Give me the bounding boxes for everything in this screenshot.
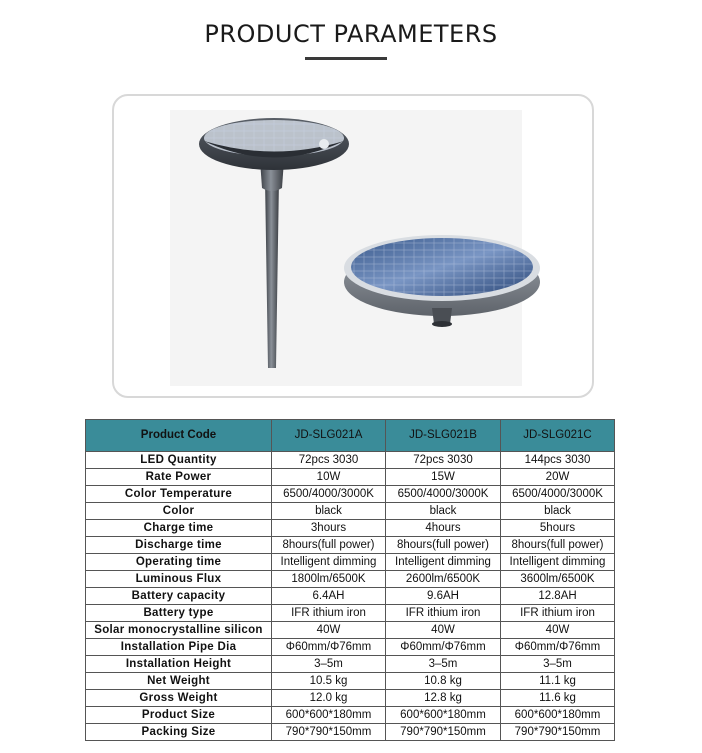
cell-model-b: 72pcs 3030 [386, 452, 501, 469]
cell-model-b: Intelligent dimming [386, 554, 501, 571]
product-photo [114, 96, 592, 396]
table-row [86, 622, 615, 639]
cell-model-c: 5hours [501, 520, 615, 537]
row-label: Charge time [86, 520, 272, 537]
cell-model-a: black [272, 503, 386, 520]
header-model-a: JD-SLG021A [272, 420, 386, 452]
table-row [86, 656, 615, 673]
cell-model-c: Φ60mm/Φ76mm [501, 639, 615, 656]
table-row [86, 588, 615, 605]
lamp-pole [265, 178, 279, 368]
page-title: PRODUCT PARAMETERS [204, 20, 498, 48]
cell-model-a: 600*600*180mm [272, 707, 386, 724]
sensor-icon [319, 139, 329, 149]
cell-model-c: 12.8AH [501, 588, 615, 605]
cell-model-b: 4hours [386, 520, 501, 537]
cell-model-c: IFR ithium iron [501, 605, 615, 622]
cell-model-c: black [501, 503, 615, 520]
title-underline [305, 57, 387, 60]
row-label: Installation Pipe Dia [86, 639, 272, 656]
cell-model-b: 6500/4000/3000K [386, 486, 501, 503]
cell-model-b: IFR ithium iron [386, 605, 501, 622]
cell-model-a: 790*790*150mm [272, 724, 386, 741]
cell-model-a: 3–5m [272, 656, 386, 673]
row-label: Battery capacity [86, 588, 272, 605]
cell-model-a: 6.4AH [272, 588, 386, 605]
cell-model-a: 72pcs 3030 [272, 452, 386, 469]
row-label: Installation Height [86, 656, 272, 673]
cell-model-b: 15W [386, 469, 501, 486]
row-label: Operating time [86, 554, 272, 571]
spec-table [85, 419, 615, 741]
row-label: Luminous Flux [86, 571, 272, 588]
cell-model-a: 1800lm/6500K [272, 571, 386, 588]
table-row [86, 571, 615, 588]
cell-model-a: 6500/4000/3000K [272, 486, 386, 503]
cell-model-c: Intelligent dimming [501, 554, 615, 571]
cell-model-b: 8hours(full power) [386, 537, 501, 554]
table-row [86, 520, 615, 537]
row-label: Color [86, 503, 272, 520]
table-row [86, 639, 615, 656]
row-label: Rate Power [86, 469, 272, 486]
table-row [86, 605, 615, 622]
table-row [86, 537, 615, 554]
row-label: Color Temperature [86, 486, 272, 503]
cell-model-c: 40W [501, 622, 615, 639]
table-row [86, 469, 615, 486]
cell-model-c: 144pcs 3030 [501, 452, 615, 469]
cell-model-b: 600*600*180mm [386, 707, 501, 724]
table-row [86, 503, 615, 520]
cell-model-c: 8hours(full power) [501, 537, 615, 554]
row-label: Packing Size [86, 724, 272, 741]
cell-model-c: 3600lm/6500K [501, 571, 615, 588]
cell-model-a: 8hours(full power) [272, 537, 386, 554]
table-row [86, 554, 615, 571]
table-row [86, 452, 615, 469]
cell-model-a: Intelligent dimming [272, 554, 386, 571]
cell-model-a: 10.5 kg [272, 673, 386, 690]
cell-model-b: 12.8 kg [386, 690, 501, 707]
cell-model-a: Φ60mm/Φ76mm [272, 639, 386, 656]
table-row [86, 486, 615, 503]
row-label: Product Size [86, 707, 272, 724]
row-label: Net Weight [86, 673, 272, 690]
table-row [86, 724, 615, 741]
cell-model-c: 600*600*180mm [501, 707, 615, 724]
cell-model-a: 12.0 kg [272, 690, 386, 707]
cell-model-b: black [386, 503, 501, 520]
cell-model-b: 2600lm/6500K [386, 571, 501, 588]
cell-model-c: 11.6 kg [501, 690, 615, 707]
header-model-c: JD-SLG021C [501, 420, 615, 452]
header-model-b: JD-SLG021B [386, 420, 501, 452]
table-row [86, 690, 615, 707]
cell-model-b: 3–5m [386, 656, 501, 673]
cell-model-c: 11.1 kg [501, 673, 615, 690]
table-header-row [86, 420, 615, 452]
cell-model-a: IFR ithium iron [272, 605, 386, 622]
row-label: LED Quantity [86, 452, 272, 469]
table-row [86, 707, 615, 724]
cell-model-c: 6500/4000/3000K [501, 486, 615, 503]
cell-model-b: 10.8 kg [386, 673, 501, 690]
cell-model-c: 3–5m [501, 656, 615, 673]
cell-model-b: 9.6AH [386, 588, 501, 605]
row-label: Gross Weight [86, 690, 272, 707]
spec-table-container [85, 419, 614, 741]
cell-model-a: 40W [272, 622, 386, 639]
cell-model-b: 40W [386, 622, 501, 639]
row-label: Battery type [86, 605, 272, 622]
product-photo-frame [112, 94, 594, 398]
cell-model-a: 3hours [272, 520, 386, 537]
row-label: Discharge time [86, 537, 272, 554]
cell-model-c: 790*790*150mm [501, 724, 615, 741]
cell-model-b: 790*790*150mm [386, 724, 501, 741]
cell-model-b: Φ60mm/Φ76mm [386, 639, 501, 656]
header-product-code: Product Code [86, 420, 272, 452]
cell-model-a: 10W [272, 469, 386, 486]
table-row [86, 673, 615, 690]
row-label: Solar monocrystalline silicon [86, 622, 272, 639]
cell-model-c: 20W [501, 469, 615, 486]
